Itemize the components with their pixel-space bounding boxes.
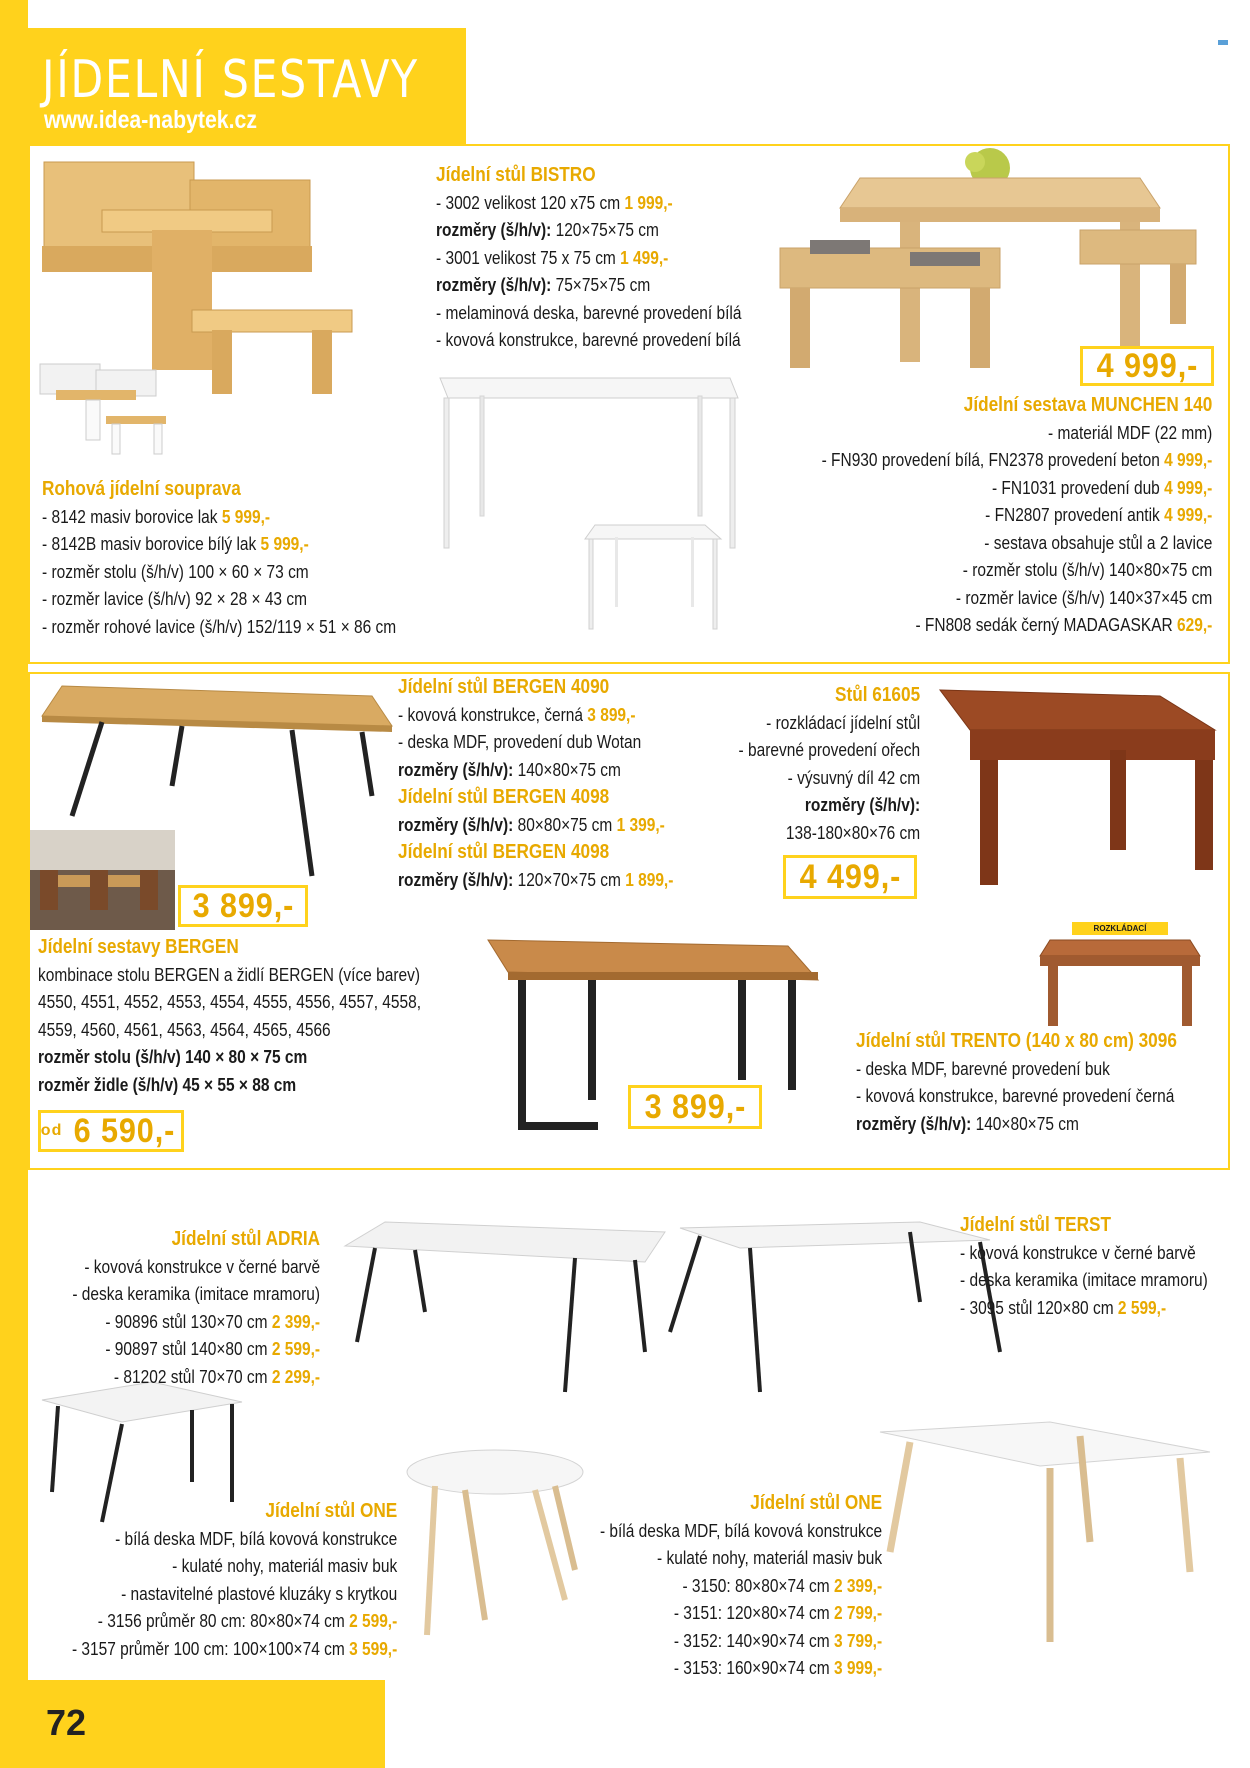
bistro-description xyxy=(436,162,741,355)
bergen-4090-title: Jídelní stůl BERGEN 4090 xyxy=(398,676,610,698)
bergen-set-price-box: 3 899,- xyxy=(178,885,308,927)
one-round-line-4: - 3156 průměr 80 cm: 80×80×74 cm 2 599,- xyxy=(97,1611,397,1631)
one-round-line-1: - bílá deska MDF, bílá kovová konstrukce xyxy=(114,1528,397,1549)
stul-61605-line-5: 138-180×80×76 cm xyxy=(785,822,920,843)
bergen-sets-line-2: 4550, 4551, 4552, 4553, 4554, 4555, 4556, 4557, 4558, xyxy=(38,992,422,1012)
one-rect-line-4: - 3151: 120×80×74 cm 2 799,- xyxy=(673,1603,882,1623)
munchen-title: Jídelní sestava MUNCHEN 140 xyxy=(963,394,1212,416)
rohova-line-1: - 8142 masiv borovice lak 5 999,- xyxy=(42,506,271,527)
one-rect-line-6: - 3153: 160×90×74 cm 3 999,- xyxy=(673,1658,882,1678)
bergen-sets-line-3: 4559, 4560, 4561, 4563, 4564, 4565, 4566 xyxy=(38,1019,331,1040)
stul-61605-line-1: - rozkládací jídelní stůl xyxy=(765,712,920,733)
one-rect-line-1: - bílá deska MDF, bílá kovová konstrukce xyxy=(599,1520,882,1541)
bistro-line-6: - kovová konstrukce, barevné provedení bílá xyxy=(436,330,741,350)
stul-61605-line-2: - barevné provedení ořech xyxy=(738,740,920,760)
bergen-sets-description xyxy=(38,934,421,1099)
trento-title: Jídelní stůl TRENTO (140 x 80 cm) 3096 xyxy=(856,1030,1177,1052)
bistro-table-large-image xyxy=(440,378,740,548)
bergen-line-2: - deska MDF, provedení dub Wotan xyxy=(398,732,642,752)
bistro-title: Jídelní stůl BISTRO xyxy=(436,164,596,186)
rohova-line-5: - rozměr rohové lavice (š/h/v) 152/119 × 51 × 86 cm xyxy=(42,616,397,637)
one-round-description xyxy=(72,1498,397,1663)
one-round-table-image xyxy=(405,1450,585,1640)
trento-line-1: - deska MDF, barevné provedení buk xyxy=(856,1058,1110,1079)
corner-dining-set-white-image xyxy=(36,360,176,460)
adria-description xyxy=(72,1226,320,1391)
one-round-line-3: - nastavitelné plastové kluzáky s krytkou xyxy=(120,1583,398,1604)
bistro-table-small-image xyxy=(585,525,725,635)
adria-line-2: - deska keramika (imitace mramoru) xyxy=(72,1284,320,1304)
munchen-line-3: - FN1031 provedení dub 4 999,- xyxy=(991,477,1212,498)
terst-table-image xyxy=(660,1222,990,1402)
trento-price-box: 3 899,- xyxy=(628,1085,762,1129)
rohova-description xyxy=(42,476,396,641)
trento-description xyxy=(856,1028,1177,1138)
munchen-line-1: - materiál MDF (22 mm) xyxy=(1047,422,1212,443)
munchen-price-box: 4 999,- xyxy=(1080,346,1214,386)
page-title: JÍDELNÍ SESTAVY xyxy=(42,50,419,110)
bergen-4098-title-a: Jídelní stůl BERGEN 4098 xyxy=(398,786,610,808)
one-rect-line-3: - 3150: 80×80×74 cm 2 399,- xyxy=(682,1575,882,1596)
stul-61605-price-box: 4 499,- xyxy=(783,855,917,899)
stul-61605-title: Stůl 61605 xyxy=(834,684,920,706)
adria-line-1: - kovová konstrukce v černé barvě xyxy=(84,1256,320,1277)
adria-title: Jídelní stůl ADRIA xyxy=(171,1228,320,1250)
bistro-line-2: rozměry (š/h/v): 120×75×75 cm xyxy=(436,220,659,240)
bergen-line-1: - kovová konstrukce, černá 3 899,- xyxy=(398,704,636,725)
munchen-line-7: - rozměr lavice (š/h/v) 140×37×45 cm xyxy=(955,587,1212,608)
bergen-line-5: rozměry (š/h/v): 120×70×75 cm 1 899,- xyxy=(398,869,674,890)
one-round-title: Jídelní stůl ONE xyxy=(265,1500,397,1522)
left-accent-strip xyxy=(0,0,28,1768)
one-rect-table-image xyxy=(880,1422,1210,1652)
terst-line-2: - deska keramika (imitace mramoru) xyxy=(960,1270,1208,1290)
bistro-price-3002: 1 999,- xyxy=(624,192,673,213)
adria-line-4: - 90897 stůl 140×80 cm 2 599,- xyxy=(105,1339,320,1359)
bergen-set-photo xyxy=(30,830,175,930)
munchen-line-2: - FN930 provedení bílá, FN2378 provedení beton 4 999,- xyxy=(821,450,1212,470)
bergen-sets-line-1: kombinace stolu BERGEN a židlí BERGEN (více barev) xyxy=(38,964,420,985)
bistro-line-4: rozměry (š/h/v): 75×75×75 cm xyxy=(436,275,651,295)
bistro-line-5: - melaminová deska, barevné provedení bílá xyxy=(436,302,742,323)
one-rect-description xyxy=(600,1490,882,1683)
bistro-price-3001: 1 499,- xyxy=(620,247,669,268)
bergen-line-3: rozměry (š/h/v): 140×80×75 cm xyxy=(398,759,621,780)
stul-61605-description xyxy=(738,682,920,847)
munchen-line-4: - FN2807 provedení antik 4 999,- xyxy=(984,505,1212,525)
bergen-sets-title: Jídelní sestavy BERGEN xyxy=(38,936,239,958)
one-rect-line-5: - 3152: 140×90×74 cm 3 799,- xyxy=(673,1630,882,1651)
bergen-sets-line-5: rozměr židle (š/h/v) 45 × 55 × 88 cm xyxy=(38,1074,297,1095)
munchen-line-5: - sestava obsahuje stůl a 2 lavice xyxy=(983,532,1212,553)
munchen-description xyxy=(821,392,1212,640)
bergen-4098-title-b: Jídelní stůl BERGEN 4098 xyxy=(398,841,610,863)
terst-line-1: - kovová konstrukce v černé barvě xyxy=(960,1242,1196,1263)
rohova-line-4: - rozměr lavice (š/h/v) 92 × 28 × 43 cm xyxy=(42,589,307,609)
bergen-table-description xyxy=(398,674,673,894)
stul-61605-image xyxy=(930,690,1220,890)
website-link[interactable]: www.idea-nabytek.cz xyxy=(44,106,257,134)
bergen-sets-from-price-box: od 6 590,- xyxy=(38,1110,184,1152)
rohova-line-3: - rozměr stolu (š/h/v) 100 × 60 × 73 cm xyxy=(42,561,309,582)
rohova-title: Rohová jídelní souprava xyxy=(42,478,241,500)
terst-title: Jídelní stůl TERST xyxy=(960,1214,1111,1236)
rozkladaci-badge: ROZKLÁDACÍ xyxy=(1072,922,1168,935)
terst-description xyxy=(960,1212,1208,1322)
adria-line-5: - 81202 stůl 70×70 cm 2 299,- xyxy=(113,1366,320,1387)
corner-marker xyxy=(1218,40,1228,45)
one-round-line-2: - kulaté nohy, materiál masiv buk xyxy=(171,1556,397,1576)
munchen-dining-set-image xyxy=(780,148,1200,378)
bergen-line-4: rozměry (š/h/v): 80×80×75 cm 1 399,- xyxy=(398,814,665,835)
one-rect-title: Jídelní stůl ONE xyxy=(750,1492,882,1514)
rohova-line-2: - 8142B masiv borovice bílý lak 5 999,- xyxy=(42,534,309,554)
terst-line-3: - 3095 stůl 120×80 cm 2 599,- xyxy=(960,1297,1167,1318)
stul-61605-line-4: rozměry (š/h/v): xyxy=(804,795,920,815)
stul-61605-extended-image xyxy=(1040,940,1200,1030)
munchen-line-8: - FN808 sedák černý MADAGASKAR 629,- xyxy=(915,615,1212,635)
trento-line-3: rozměry (š/h/v): 140×80×75 cm xyxy=(856,1113,1079,1134)
trento-line-2: - kovová konstrukce, barevné provedení černá xyxy=(856,1086,1175,1106)
bistro-line-3: - 3001 velikost 75 x 75 cm 1 499,- xyxy=(436,247,669,268)
bistro-line-1: - 3002 velikost 120 x75 cm 1 999,- xyxy=(436,192,673,213)
adria-line-3: - 90896 stůl 130×70 cm 2 399,- xyxy=(105,1311,320,1332)
munchen-line-6: - rozměr stolu (š/h/v) 140×80×75 cm xyxy=(962,560,1212,580)
stul-61605-line-3: - výsuvný díl 42 cm xyxy=(787,767,920,788)
one-round-line-5: - 3157 průměr 100 cm: 100×100×74 cm 3 599,- xyxy=(71,1638,397,1659)
one-rect-line-2: - kulaté nohy, materiál masiv buk xyxy=(656,1548,882,1568)
bergen-sets-line-4: rozměr stolu (š/h/v) 140 × 80 × 75 cm xyxy=(38,1047,308,1067)
page-number: 72 xyxy=(46,1702,87,1743)
adria-table-large-image xyxy=(345,1222,675,1402)
